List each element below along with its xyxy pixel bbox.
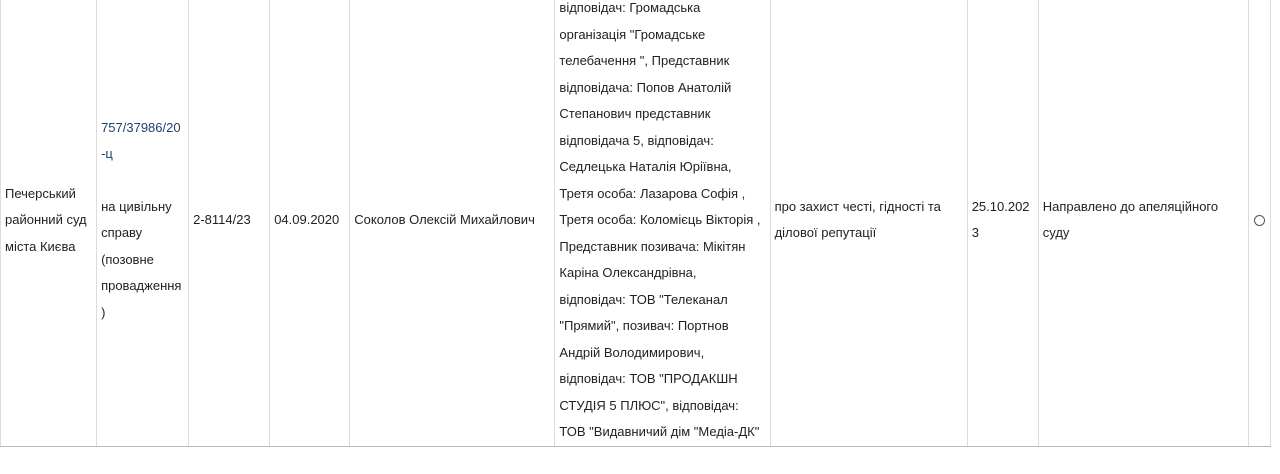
parties-cell bbox=[555, 0, 770, 446]
subject-cell bbox=[770, 0, 967, 446]
proceeding-number-cell bbox=[189, 0, 270, 446]
table-row bbox=[1, 0, 1271, 446]
decision-date-cell bbox=[967, 0, 1038, 446]
registration-date: 04.09.2020 bbox=[274, 212, 340, 227]
case-status: Направлено до апеляційного суду bbox=[1042, 198, 1219, 241]
proceeding-number: 2-8114/23 bbox=[193, 212, 251, 227]
parties-text: відповідач: Громадська організація "Громадське телебачення ", Представник відповідача: Попов Анатолій Степанович представник відповідача 5, відповідач: Седлецька Наталія Юріївна, Третя особа: Лазарова Софія , Третя особа: Коломієць Вікторія , Представник позивача: Мікітян Каріна Олександрівна, відповідач: ТОВ "Телеканал "Прямий", позивач: Портнов Андрій Володимирович, відповідач: ТОВ "ПРОДАКШН СТУДІЯ 5 ПЛЮС", відповідач: ТОВ "Видавничий дім "Медіа-ДК" bbox=[559, 0, 761, 439]
case-number-link[interactable]: 757/37986/20-ц bbox=[101, 119, 181, 161]
court-name: Печерський районний суд міста Києва bbox=[5, 185, 87, 254]
judge-cell bbox=[350, 0, 555, 446]
case-number-cell bbox=[97, 0, 189, 446]
row-select-radio[interactable] bbox=[1254, 215, 1265, 226]
select-cell bbox=[1248, 0, 1270, 446]
judge-name: Соколов Олексій Михайлович bbox=[354, 212, 535, 227]
court-name-cell bbox=[1, 0, 97, 446]
decision-date: 25.10.2023 bbox=[971, 198, 1030, 241]
case-subject: про захист честі, гідності та ділової репутації bbox=[774, 198, 941, 241]
status-cell bbox=[1038, 0, 1248, 446]
registration-date-cell bbox=[270, 0, 350, 446]
case-form: на цивільну справу (позовне провадження) bbox=[101, 198, 182, 320]
